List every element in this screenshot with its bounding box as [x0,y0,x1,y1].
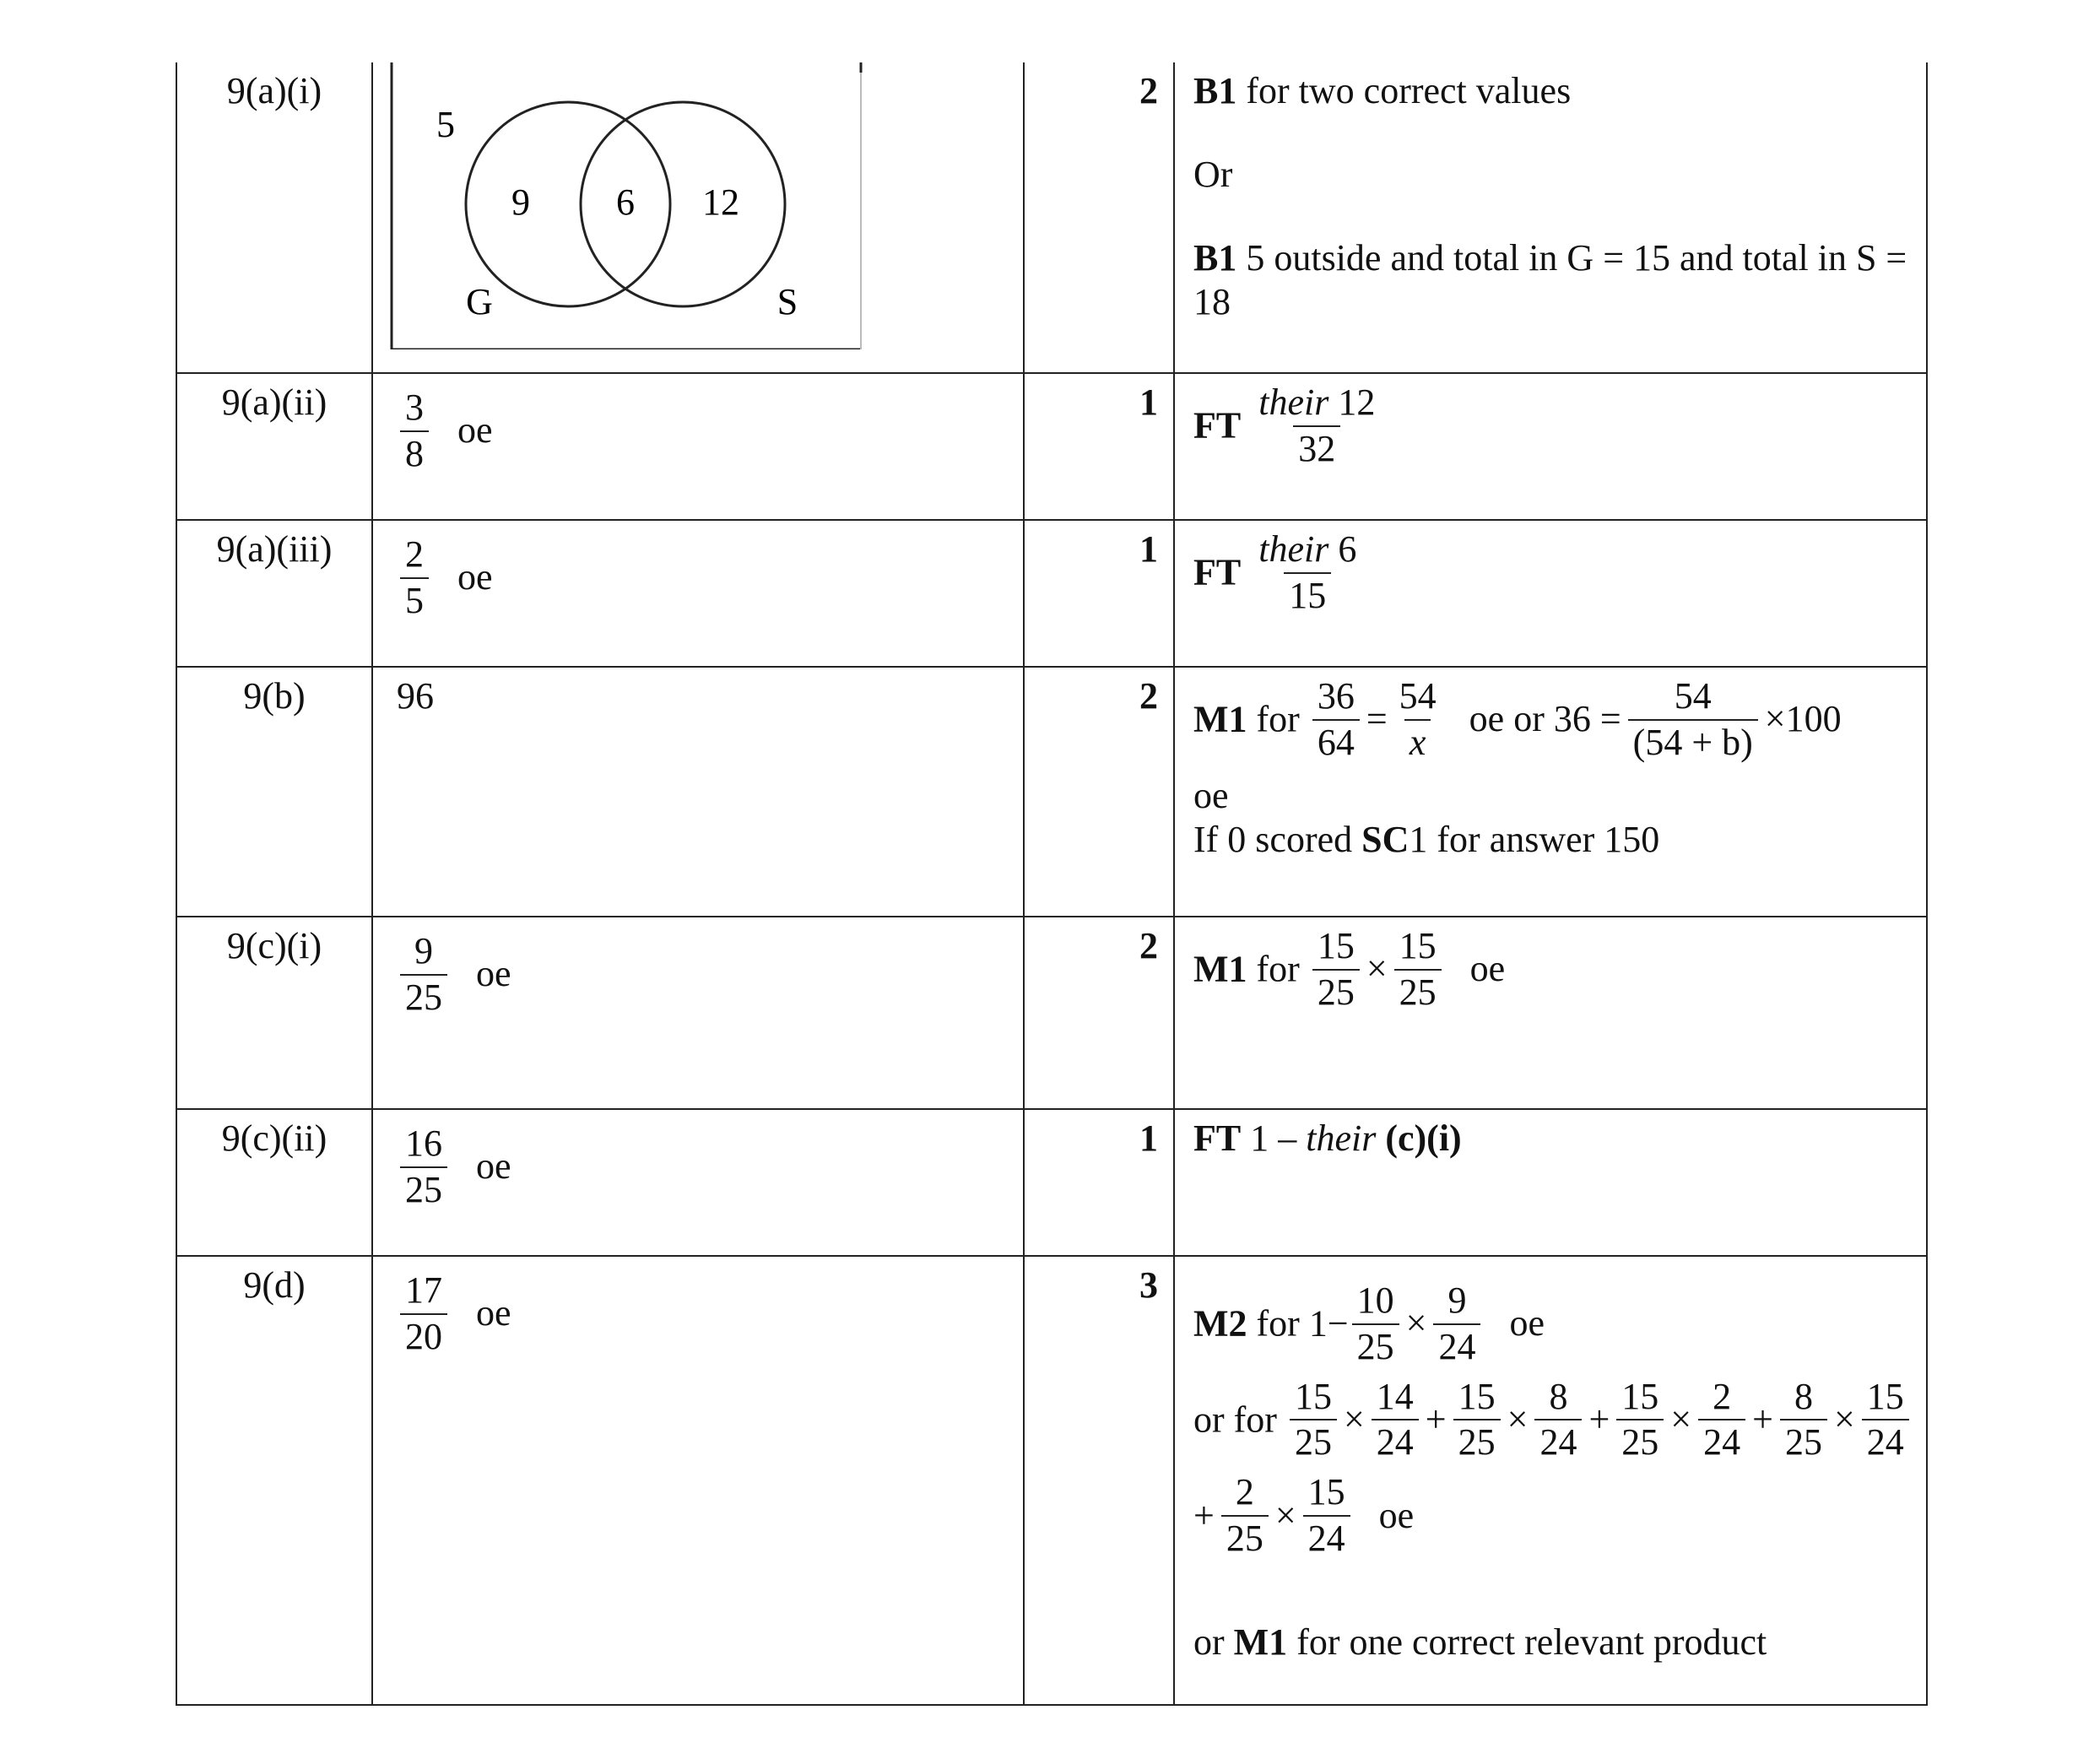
question-ref: 9(a)(ii) [176,373,372,520]
guidance-text: ×100 [1764,698,1842,740]
times-sign: × [1833,1398,1855,1440]
question-ref: 9(a)(i) [176,62,372,373]
table-row [176,1256,1927,1705]
guidance-text: for two correct values [1236,70,1572,111]
guidance-text: for one correct relevant product [1287,1621,1767,1663]
plus-sign: + [1425,1398,1447,1440]
guidance-cell [1174,1256,1927,1705]
guidance-cell [1174,373,1927,520]
answer-cell [372,520,1024,667]
table-row [176,667,1927,917]
guidance-cell [1174,1109,1927,1256]
answer-fraction: $\frac{16}{25}$ [400,1122,447,1213]
mark-code: B1 [1193,236,1237,279]
table-row [176,373,1927,520]
mark-code: SC [1361,819,1410,861]
guidance-text: their [1306,1117,1377,1159]
guidance-fraction: $\frac{14}{24}$ [1372,1375,1419,1466]
guidance-cell [1174,520,1927,667]
guidance-text: or for [1193,1398,1277,1440]
guidance-fraction: $\frac{10}{25}$ [1352,1279,1399,1370]
guidance-fraction: $\frac{2}{24}$ [1698,1375,1745,1466]
oe-label: oe [457,556,493,598]
guidance-text: for 1− [1247,1302,1349,1345]
answer-value: 96 [372,667,1024,917]
venn-intersection-value: 6 [616,181,635,223]
guidance-text: 1 for answer 150 [1409,819,1660,861]
times-sign: × [1274,1494,1296,1536]
mark-code: FT [1193,551,1242,593]
guidance-text: 5 outside and total in G = 15 and total in S = 18 [1193,236,1907,323]
plus-sign: + [1752,1398,1773,1440]
marks: 2 [1024,62,1174,373]
answer-cell [372,62,1024,373]
venn-g-only-value: 9 [511,181,530,223]
plus-sign: + [1193,1494,1215,1536]
guidance-fraction: $\frac{8}{25}$ [1780,1375,1827,1466]
guidance-text: or [1193,1621,1234,1663]
question-ref: 9(a)(iii) [176,520,372,667]
guidance-text: 1 – [1241,1117,1307,1159]
guidance-text: (c)(i) [1376,1117,1462,1159]
guidance-fraction: $\frac{36}{64}$ [1312,674,1360,766]
guidance-text: oe or 36 = [1469,698,1621,740]
table-row [176,520,1927,667]
guidance-fraction: $\frac{15}{24}$ [1303,1470,1350,1561]
oe-label: oe [476,1145,511,1188]
question-ref: 9(b) [176,667,372,917]
guidance-cell [1174,917,1927,1109]
marks: 1 [1024,520,1174,667]
guidance-text: for [1247,948,1300,990]
guidance-cell [1174,62,1927,373]
mark-code: M1 [1193,948,1247,990]
times-sign: × [1343,1398,1365,1440]
guidance-fraction: $\frac{8}{24}$ [1534,1375,1582,1466]
answer-fraction: $\frac{2}{5}$ [400,533,429,624]
answer-cell [372,1109,1024,1256]
venn-label-s: S [776,281,798,322]
oe-label: oe [1378,1494,1415,1536]
times-sign: × [1507,1398,1529,1440]
answer-fraction: $\frac{17}{20}$ [400,1269,447,1360]
guidance-text: If 0 scored [1193,819,1362,861]
mark-code: M1 [1233,1621,1288,1663]
venn-label-g: G [466,281,493,322]
marks: 1 [1024,373,1174,520]
question-ref: 9(d) [176,1256,372,1705]
answer-cell [372,917,1024,1109]
guidance-fraction: $\frac{\text{their 6}}{15}$ [1253,528,1361,619]
circle-s [581,102,785,306]
table-row [176,62,1927,373]
guidance-fraction: $\frac{54}{x}$ [1394,674,1442,766]
answer-cell [372,373,1024,520]
venn-diagram [373,62,1025,349]
answer-cell [372,1256,1024,1705]
question-ref: 9(c)(i) [176,917,372,1109]
oe-label: oe [457,409,493,452]
mark-code: B1 [1193,70,1237,111]
guidance-fraction: $\frac{2}{25}$ [1221,1470,1269,1561]
guidance-fraction: $\frac{15}{25}$ [1394,924,1442,1015]
mark-code: M1 [1193,698,1247,740]
plus-sign: + [1588,1398,1610,1440]
guidance-text: Or [1193,153,1233,195]
table-row [176,1109,1927,1256]
marks: 3 [1024,1256,1174,1705]
guidance-fraction: $\frac{9}{24}$ [1433,1279,1480,1370]
marks: 2 [1024,667,1174,917]
guidance-fraction: $\frac{\text{their 12}}{32}$ [1253,381,1380,472]
times-sign: × [1366,948,1388,990]
mark-code: FT [1193,404,1242,446]
question-ref: 9(c)(ii) [176,1109,372,1256]
oe-label: oe [1469,948,1506,990]
guidance-fraction: $\frac{15}{25}$ [1616,1375,1664,1466]
marks: 2 [1024,917,1174,1109]
venn-s-only-value: 12 [702,181,739,223]
times-sign: × [1405,1302,1427,1345]
guidance-fraction: $\frac{15}{25}$ [1312,924,1360,1015]
answer-fraction: $\frac{3}{8}$ [400,386,429,477]
answer-fraction: $\frac{9}{25}$ [400,929,447,1020]
circle-g [466,102,670,306]
table-row [176,917,1927,1109]
equals-sign: = [1366,698,1388,740]
venn-outside-value: 5 [436,104,455,145]
marks: 1 [1024,1109,1174,1256]
guidance-text: for [1247,698,1300,740]
guidance-fraction: $\frac{15}{24}$ [1862,1375,1909,1466]
guidance-cell [1174,667,1927,917]
mark-scheme-table [176,62,1926,1706]
times-sign: × [1670,1398,1692,1440]
guidance-fraction: $\frac{54}{(54 + b)}$ [1628,674,1758,766]
oe-label: oe [476,1292,511,1334]
oe-label: oe [1509,1302,1545,1345]
oe-label: oe [476,953,511,995]
guidance-fraction: $\frac{15}{25}$ [1290,1375,1337,1466]
mark-code: FT [1193,1117,1242,1159]
oe-label: oe [1193,774,1229,816]
mark-code: M2 [1193,1302,1247,1345]
guidance-fraction: $\frac{15}{25}$ [1453,1375,1501,1466]
